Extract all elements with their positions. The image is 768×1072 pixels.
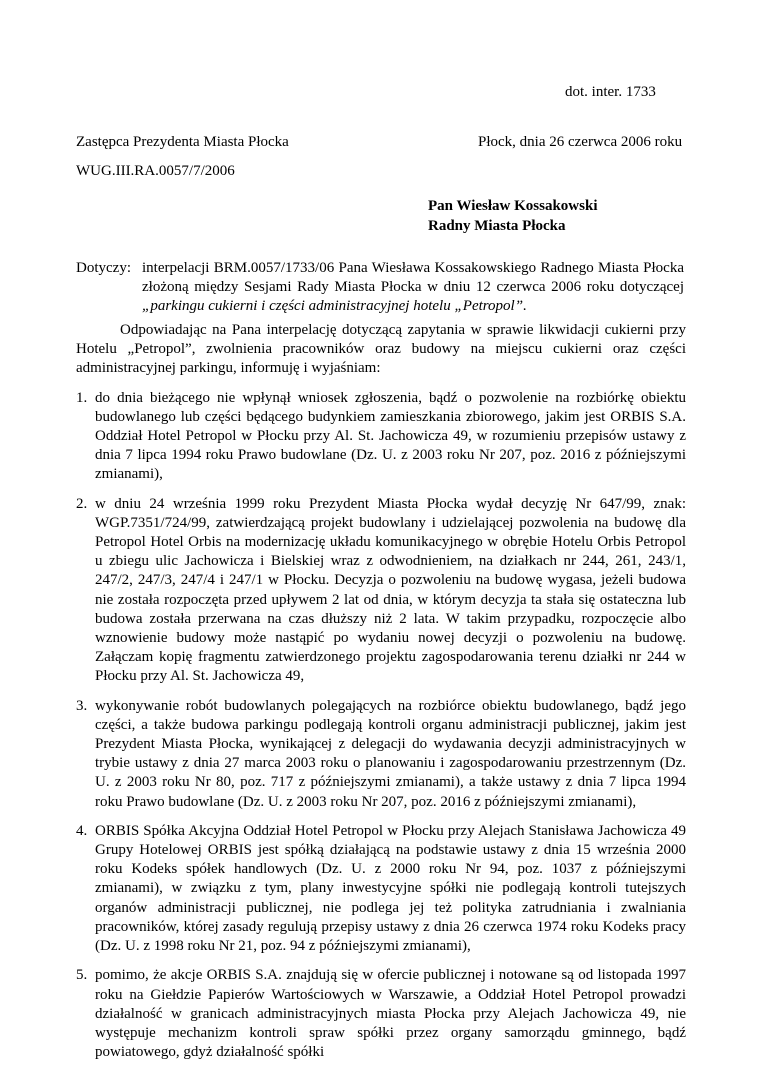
- subject-text: [142, 259, 684, 316]
- list-item: [76, 495, 686, 687]
- list-item-number: 1.: [76, 389, 88, 406]
- subject-topic: „parkingu cukierni i części administracyjnej hotelu „Petropol”.: [142, 298, 527, 314]
- list-item-text: w dniu 24 września 1999 roku Prezydent Miasta Płocka wydał decyzję Nr 647/99, znak: WGP.7351/724/99, zatwierdzającą projekt budowlany i udzielającej pozwolenia na budowę dla Petropol Hotel Orbis na modernizację układu komunikacyjnego w obrębie Hotelu Orbis Petropol u zbiegu ulic Jachowicza i Bielskiej wraz z odwodnieniem, na działkach nr 244, 261, 243/1, 247/2, 247/3, 247/4 i 247/1 w Płocku. Decyzja o pozwoleniu na budowę wygasa, jeżeli budowa nie została rozpoczęta przed upływem 2 lat od dnia, w którym decyzja ta stała się ostateczna lub budowa została przerwana na czas dłuższy niż 2 lata. W takim przypadku, rozpoczęcie albo wznowienie budowy może nastąpić po wydaniu nowej decyzji o pozwoleniu na budowę. Załączam kopię fragmentu zatwierdzonego projektu zagospodarowania terenu działki nr 244 w Płocku przy Al. St. Jachowicza 49,: [95, 495, 686, 685]
- reference-number: dot. inter. 1733: [565, 84, 656, 100]
- list-item-number: 4.: [76, 822, 88, 839]
- list-item-text: wykonywanie robót budowlanych polegających na rozbiórce obiektu budowlanego, bądź jego części, a także budowa parkingu podlegają kontroli organu administracji publicznej, jakim jest Prezydent Miasta Płocka, wynikającej z delegacji do wydawania decyzji administracyjnych w trybie ustawy z dnia 27 marca 2003 roku o planowaniu i zagospodarowaniu przestrzennym (Dz. U. z 2003 roku Nr 80, poz. 717 z późniejszymi zmianami), a także ustawy z dnia 7 lipca 1994 roku Prawo budowlane (Dz. U. z 2003 roku Nr 207, poz. 2016 z późniejszymi zmianami),: [95, 697, 686, 810]
- list-item-number: 2.: [76, 495, 88, 512]
- subject-label: Dotyczy:: [76, 260, 131, 276]
- list-item-text: do dnia bieżącego nie wpłynął wniosek zgłoszenia, bądź o pozwolenie na rozbiórkę obiektu budowlanego lub części będącego budynkiem zamieszkania zbiorowego, jakim jest ORBIS S.A. Oddział Hotel Petropol w Płocku przy Al. St. Jachowicza 49, w rozumieniu przepisów ustawy z dnia 7 lipca 1994 roku Prawo budowlane (Dz. U. z 2003 roku Nr 207, poz. 2016 z późniejszymi zmianami),: [95, 389, 686, 483]
- list-item: [76, 697, 686, 812]
- list-item-number: 5.: [76, 967, 88, 984]
- letter-body: [76, 321, 686, 1072]
- recipient-title: Radny Miasta Płocka: [428, 218, 566, 234]
- list-item-number: 3.: [76, 697, 88, 714]
- list-item: [76, 389, 686, 485]
- intro-paragraph: Odpowiadając na Pana interpelację dotyczącą zapytania w sprawie likwidacji cukierni przy Hotelu „Petropol”, zwolnienia pracowników oraz budowy na miejscu cukierni oraz części administracyjnej parkingu, informuję i wyjaśniam:: [76, 322, 686, 377]
- case-number: WUG.III.RA.0057/7/2006: [76, 163, 235, 179]
- list-item-text: pomimo, że akcje ORBIS S.A. znajdują się w ofercie publicznej i notowane są od listopada 1997 roku na Giełdzie Papierów Wartościowych w Warszawie, a Oddział Hotel Petropol prowadzi działalność w granicach administracyjnych miasta Płocka przy Alejach Jachowicza 49, nie występuje mechanizm kontroli spraw spółki przez organy samorządu gminnego, bądź powiatowego, gdyż działalność spółki: [95, 967, 686, 1061]
- list-item: [76, 822, 686, 956]
- recipient-block: [428, 196, 598, 236]
- list-item-text: ORBIS Spółka Akcyjna Oddział Hotel Petropol w Płocku przy Alejach Stanisława Jachowicza 49 Grupy Hotelowej ORBIS jest spółką działającą na podstawie ustawy z dnia 15 września 2000 roku Kodeks spółek handlowych (Dz. U. z 2000 roku Nr 94, poz. 1037 z późniejszymi zmianami), w związku z tym, plany inwestycyjne spółki nie podlegają kontroli tutejszych organów administracji publicznej, nie podlega jej też polityka zatrudniania i zwalniania pracowników, której zasady regulują przepisy ustawy z dnia 26 czerwca 1974 roku Kodeks pracy (Dz. U. z 1998 roku Nr 21, poz. 94 z późniejszymi zmianami),: [95, 822, 686, 955]
- points-list: [76, 389, 686, 1063]
- recipient-name: Pan Wiesław Kossakowski: [428, 198, 598, 214]
- subject-block: [76, 259, 684, 316]
- subject-body: interpelacji BRM.0057/1733/06 Pana Wiesława Kossakowskiego Radnego Miasta Płocka złożoną między Sesjami Rady Miasta Płocka w dniu 12 czerwca 2006 roku dotyczącej: [142, 260, 684, 295]
- place-and-date: Płock, dnia 26 czerwca 2006 roku: [478, 134, 683, 150]
- sender-title: Zastępca Prezydenta Miasta Płocka: [76, 134, 289, 150]
- list-item: [76, 966, 686, 1062]
